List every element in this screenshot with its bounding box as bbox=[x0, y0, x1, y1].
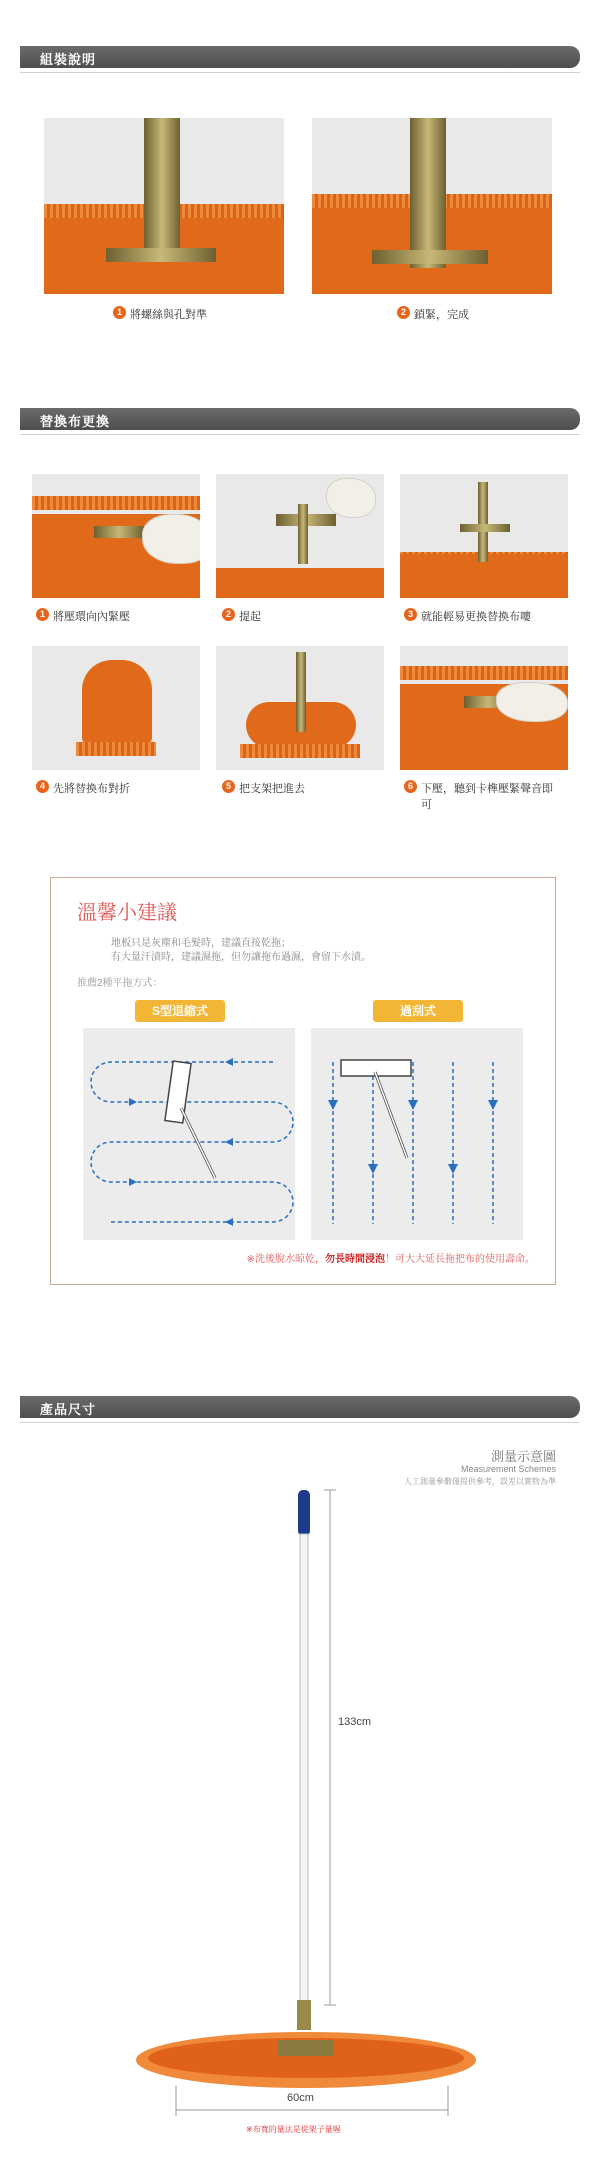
scrape-path-graphic bbox=[311, 1028, 523, 1240]
measurement-title: 測量示意圖 bbox=[490, 1449, 556, 1464]
measurement-disclaimer: 人工測量參數僅提供參考，誤差以實物為準 bbox=[404, 1477, 556, 1486]
s-shape-path-graphic bbox=[83, 1028, 295, 1240]
photo-assembly-step-2 bbox=[312, 118, 552, 294]
step-number-badge: 1 bbox=[113, 306, 126, 319]
measurement-subtitle: Measurement Schemes bbox=[460, 1464, 556, 1474]
step-number-badge: 4 bbox=[36, 780, 49, 793]
step-text: 下壓，聽到卡榫壓緊聲音即可 bbox=[421, 783, 553, 811]
photo-replace-step-4 bbox=[32, 646, 200, 770]
photo-replace-step-1 bbox=[32, 474, 200, 598]
replace-step-1-caption bbox=[36, 608, 130, 624]
mop-illustration bbox=[0, 1480, 600, 2120]
step-text: 提起 bbox=[239, 611, 261, 623]
handle-grip bbox=[298, 1490, 310, 1536]
section-header-assembly bbox=[20, 46, 580, 68]
replace-step-6-caption bbox=[404, 780, 564, 812]
section-title: 替換布更換 bbox=[40, 414, 111, 429]
tips-note-bold: 勿長時間浸泡 bbox=[325, 1254, 385, 1265]
photo-replace-step-3 bbox=[400, 474, 568, 598]
step-number-badge: 5 bbox=[222, 780, 235, 793]
tips-note bbox=[51, 1250, 535, 1265]
mop-connector bbox=[297, 2000, 311, 2030]
width-dimension-label: 60cm bbox=[287, 2092, 314, 2104]
replace-step-2-caption bbox=[222, 608, 261, 624]
section-title: 組裝說明 bbox=[40, 52, 97, 67]
assembly-step-1-caption bbox=[113, 306, 207, 322]
tips-note-prefix: ※洗後脫水晾乾， bbox=[246, 1254, 325, 1265]
step-text: 就能輕易更換替換布嘍 bbox=[421, 611, 531, 623]
mop-frame bbox=[278, 2040, 334, 2056]
step-text: 先將替換布對折 bbox=[53, 783, 130, 795]
diagram-s-shape bbox=[83, 1028, 295, 1240]
step-number-badge: 1 bbox=[36, 608, 49, 621]
mop-drawing bbox=[0, 1480, 600, 2120]
width-measure-note: ※布寬的量法是從架子量喔 bbox=[246, 2125, 341, 2134]
photo-assembly-step-1 bbox=[44, 118, 284, 294]
step-text: 把支架把進去 bbox=[239, 783, 305, 795]
step-number-badge: 2 bbox=[397, 306, 410, 319]
tips-box bbox=[50, 877, 556, 1285]
photo-replace-step-5 bbox=[216, 646, 384, 770]
tips-recommend: 推薦2種平拖方式： bbox=[77, 978, 163, 989]
replace-step-4-caption bbox=[36, 780, 130, 796]
tips-line-1: 地板只是灰塵和毛髮時，建議直接乾拖； bbox=[111, 938, 291, 949]
mop-pole bbox=[300, 1534, 308, 2010]
step-number-badge: 3 bbox=[404, 608, 417, 621]
method-tab-scrape: 過刮式 bbox=[373, 1000, 463, 1022]
method-tab-s-shape: S型退縮式 bbox=[135, 1000, 225, 1022]
section-title: 產品尺寸 bbox=[40, 1402, 97, 1417]
height-dimension-label: 133cm bbox=[338, 1716, 372, 1728]
photo-replace-step-6 bbox=[400, 646, 568, 770]
step-number-badge: 2 bbox=[222, 608, 235, 621]
tips-line-2: 有大量汗漬時，建議濕拖，但勿讓拖布過濕，會留下水漬。 bbox=[111, 952, 371, 963]
tips-note-suffix: ！可大大延長拖把布的使用壽命。 bbox=[385, 1254, 535, 1265]
step-text: 將壓環向內緊壓 bbox=[53, 611, 130, 623]
assembly-step-2-caption bbox=[397, 306, 469, 322]
replace-step-3-caption bbox=[404, 608, 531, 624]
replace-step-5-caption bbox=[222, 780, 305, 796]
section-header-size bbox=[20, 1396, 580, 1418]
tips-title: 溫馨小建議 bbox=[77, 900, 177, 924]
section-header-replace bbox=[20, 408, 580, 430]
photo-replace-step-2 bbox=[216, 474, 384, 598]
diagram-scrape bbox=[311, 1028, 523, 1240]
step-text: 鎖緊，完成 bbox=[414, 309, 469, 321]
step-number-badge: 6 bbox=[404, 780, 417, 793]
step-text: 將螺絲與孔對準 bbox=[130, 309, 207, 321]
